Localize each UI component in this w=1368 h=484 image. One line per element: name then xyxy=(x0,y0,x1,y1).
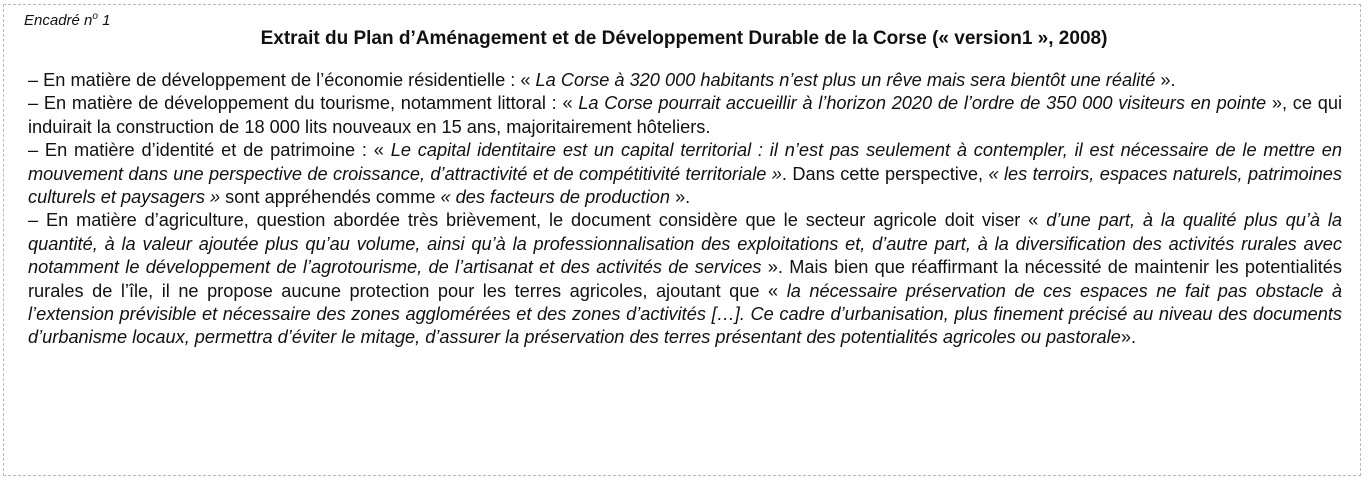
box-label-text: Encadré n xyxy=(24,12,93,29)
paragraph-tourism: – En matière de développement du tourisme, notamment littoral : « La Corse pourrait accueillir à l’horizon 2020 de l’ordre de 350 000 visiteurs en pointe », ce qui induirait la construction de 18 000 lits nouveaux en 15 ans, majoritairement hôteliers. xyxy=(28,93,1342,137)
box-body xyxy=(28,69,1342,350)
box-label-number: 1 xyxy=(97,12,111,29)
box-label xyxy=(24,11,110,29)
paragraph-residential-economy: – En matière de développement de l’économie résidentielle : « La Corse à 320 000 habitants n’est plus un rêve mais sera bientôt une réalité ». xyxy=(28,70,1176,90)
box-label-superscript: o xyxy=(92,11,98,22)
box-title: Extrait du Plan d’Aménagement et de Développement Durable de la Corse (« version1 », 2008) xyxy=(260,28,1108,49)
paragraph-agriculture: – En matière d’agriculture, question abordée très brièvement, le document considère que le secteur agricole doit viser « d’une part, à la qualité plus qu’à la quantité, à la valeur ajoutée plus qu’au volume, ainsi qu’à la professionnalisation des exploitations et, d’autre part, à la diversification des activités rurales avec notamment le développement de l’agrotourisme, de l’artisanat et des activités de services ». Mais bien que réaffirmant la nécessité de maintenir les potentialités rurales de l’île, il ne propose aucune protection pour les terres agricoles, ajoutant que « la nécessaire préservation de ces espaces ne fait pas obstacle à l’extension prévisible et nécessaire des zones agglomérées et des zones d’activités […]. Ce cadre d’urbanisation, plus finement précisé au niveau des documents d’urbanisme locaux, permettra d’éviter le mitage, d’assurer la préservation des terres présentant des potentialités agricoles ou pastorale». xyxy=(28,210,1343,348)
paragraph-identity-heritage: – En matière d’identité et de patrimoine : « Le capital identitaire est un capital territorial : il n’est pas seulement à contempler, il est nécessaire de le mettre en mouvement dans une perspective de croissance, d’attractivité et de compétitivité territoriale ». Dans cette perspective, « les terroirs, espaces naturels, patrimoines culturels et paysagers » sont appréhendés comme « des facteurs de production ». xyxy=(28,140,1343,208)
